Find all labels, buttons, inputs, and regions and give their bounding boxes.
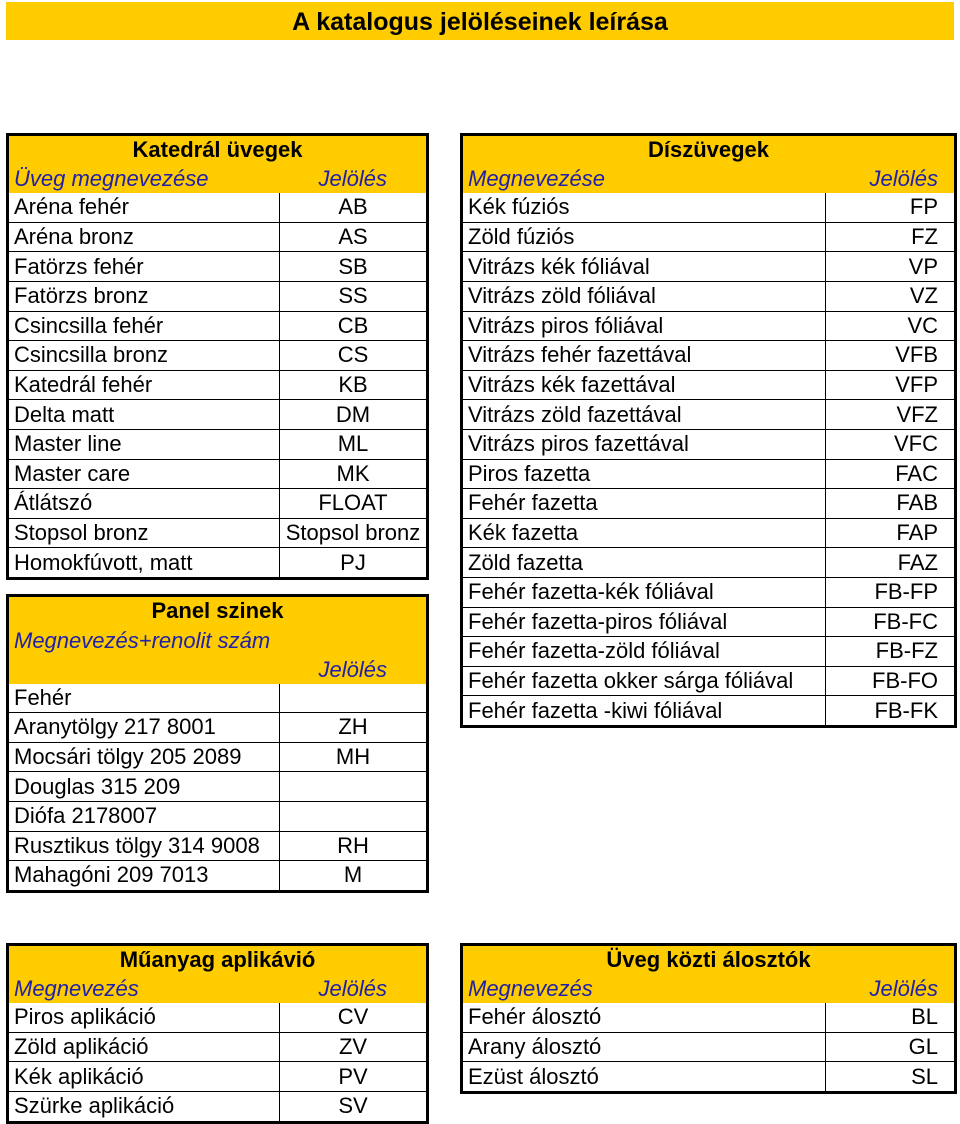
table-row xyxy=(8,713,428,743)
table-row xyxy=(462,370,956,400)
panel-title: Panel szinek xyxy=(8,596,428,626)
katedral-title: Katedrál üvegek xyxy=(8,135,428,165)
table-row xyxy=(8,1062,428,1092)
table-row xyxy=(462,429,956,459)
disz-item-name: Vitrázs zöld fazettával xyxy=(462,400,826,430)
table-row xyxy=(462,400,956,430)
table-row xyxy=(8,341,428,371)
disz-item-name: Fehér fazetta-zöld fóliával xyxy=(462,637,826,667)
disz-title: Díszüvegek xyxy=(462,135,956,165)
disz-item-name: Kék fazetta xyxy=(462,518,826,548)
disz-item-code: VC xyxy=(826,311,956,341)
panel-item-name: Mahagóni 209 7013 xyxy=(8,861,280,892)
katedral-item-name: Katedrál fehér xyxy=(8,370,280,400)
aloszto-item-code: BL xyxy=(826,1003,956,1032)
page-title: A katalogus jelöléseinek leírása xyxy=(292,8,668,36)
table-row xyxy=(462,459,956,489)
disz-item-name: Vitrázs piros fazettával xyxy=(462,429,826,459)
disz-item-code: FP xyxy=(826,193,956,222)
disz-item-code: FAC xyxy=(826,459,956,489)
table-row xyxy=(8,489,428,519)
muanyag-item-code: PV xyxy=(280,1062,428,1092)
aloszto-item-code: SL xyxy=(826,1062,956,1093)
disz-item-code: FB-FC xyxy=(826,607,956,637)
katedral-item-name: Fatörzs fehér xyxy=(8,252,280,282)
table-row xyxy=(8,311,428,341)
muanyag-item-name: Piros aplikáció xyxy=(8,1003,280,1032)
table-row xyxy=(462,341,956,371)
panel-item-name: Aranytölgy 217 8001 xyxy=(8,713,280,743)
panel-item-code: M xyxy=(280,861,428,892)
panel-col-code: Jelölés xyxy=(280,626,428,684)
disz-item-name: Fehér fazetta-piros fóliával xyxy=(462,607,826,637)
katedral-item-code: KB xyxy=(280,370,428,400)
panel-item-code xyxy=(280,801,428,831)
disz-item-name: Zöld fúziós xyxy=(462,222,826,252)
katedral-item-name: Stopsol bronz xyxy=(8,518,280,548)
table-row xyxy=(8,831,428,861)
disz-item-code: VP xyxy=(826,252,956,282)
table-row xyxy=(8,459,428,489)
table-row xyxy=(8,1032,428,1062)
panel-item-code: ZH xyxy=(280,713,428,743)
katedral-item-name: Átlátszó xyxy=(8,489,280,519)
panel-item-code xyxy=(280,684,428,713)
table-row xyxy=(462,193,956,222)
table-row xyxy=(462,518,956,548)
disz-item-code: VFC xyxy=(826,429,956,459)
table-row xyxy=(8,400,428,430)
katedral-item-code: AS xyxy=(280,222,428,252)
disz-item-name: Fehér fazetta xyxy=(462,489,826,519)
disz-item-name: Vitrázs kék fóliával xyxy=(462,252,826,282)
panel-col-name: Megnevezés+renolit szám xyxy=(8,626,280,684)
table-row xyxy=(8,772,428,802)
table-row xyxy=(8,370,428,400)
muanyag-item-name: Zöld aplikáció xyxy=(8,1032,280,1062)
table-row xyxy=(462,1003,956,1032)
disz-item-name: Kék fúziós xyxy=(462,193,826,222)
disz-item-name: Vitrázs fehér fazettával xyxy=(462,341,826,371)
table-row xyxy=(8,742,428,772)
table-row xyxy=(8,801,428,831)
aloszto-item-code: GL xyxy=(826,1032,956,1062)
table-row xyxy=(8,548,428,579)
disz-item-code: FB-FK xyxy=(826,696,956,727)
muanyag-item-code: SV xyxy=(280,1091,428,1122)
disz-item-name: Vitrázs kék fazettával xyxy=(462,370,826,400)
disz-item-code: FB-FZ xyxy=(826,637,956,667)
disz-item-name: Fehér fazetta-kék fóliával xyxy=(462,577,826,607)
katedral-item-code: MK xyxy=(280,459,428,489)
disz-table xyxy=(460,133,957,728)
table-row xyxy=(462,281,956,311)
panel-table xyxy=(6,594,429,893)
panel-item-name: Fehér xyxy=(8,684,280,713)
disz-item-name: Vitrázs piros fóliával xyxy=(462,311,826,341)
disz-col-code: Jelölés xyxy=(826,165,956,194)
panel-item-code: RH xyxy=(280,831,428,861)
panel-item-name: Douglas 315 209 xyxy=(8,772,280,802)
katedral-item-name: Master care xyxy=(8,459,280,489)
aloszto-item-name: Arany álosztó xyxy=(462,1032,826,1062)
table-row xyxy=(8,1003,428,1032)
disz-item-name: Fehér fazetta -kiwi fóliával xyxy=(462,696,826,727)
disz-item-code: VFZ xyxy=(826,400,956,430)
katedral-item-code: ML xyxy=(280,429,428,459)
disz-item-code: VFP xyxy=(826,370,956,400)
disz-item-code: VFB xyxy=(826,341,956,371)
aloszto-col-code: Jelölés xyxy=(826,975,956,1004)
aloszto-title: Üveg közti álosztók xyxy=(462,945,956,975)
table-row xyxy=(8,1091,428,1122)
disz-col-name: Megnevezése xyxy=(462,165,826,194)
aloszto-item-name: Ezüst álosztó xyxy=(462,1062,826,1093)
disz-item-code: FAB xyxy=(826,489,956,519)
disz-item-name: Piros fazetta xyxy=(462,459,826,489)
muanyag-table xyxy=(6,943,429,1124)
katedral-item-code: AB xyxy=(280,193,428,222)
katedral-col-name: Üveg megnevezése xyxy=(8,165,280,194)
disz-item-code: FB-FP xyxy=(826,577,956,607)
disz-item-code: FZ xyxy=(826,222,956,252)
table-row xyxy=(8,281,428,311)
katedral-item-name: Master line xyxy=(8,429,280,459)
table-row xyxy=(8,518,428,548)
panel-item-code xyxy=(280,772,428,802)
disz-item-code: FB-FO xyxy=(826,666,956,696)
table-row xyxy=(8,684,428,713)
panel-item-name: Diófa 2178007 xyxy=(8,801,280,831)
katedral-item-name: Aréna fehér xyxy=(8,193,280,222)
table-row xyxy=(8,252,428,282)
aloszto-table xyxy=(460,943,957,1094)
muanyag-title: Műanyag aplikávió xyxy=(8,945,428,975)
katedral-item-code: CB xyxy=(280,311,428,341)
katedral-item-name: Csincsilla bronz xyxy=(8,341,280,371)
katedral-item-code: CS xyxy=(280,341,428,371)
muanyag-col-code: Jelölés xyxy=(280,975,428,1004)
katedral-item-code: FLOAT xyxy=(280,489,428,519)
table-row xyxy=(462,696,956,727)
katedral-item-name: Csincsilla fehér xyxy=(8,311,280,341)
muanyag-item-code: CV xyxy=(280,1003,428,1032)
katedral-item-code: SS xyxy=(280,281,428,311)
katedral-table xyxy=(6,133,429,580)
katedral-col-code: Jelölés xyxy=(280,165,428,194)
katedral-item-name: Delta matt xyxy=(8,400,280,430)
table-row xyxy=(8,429,428,459)
disz-item-code: FAP xyxy=(826,518,956,548)
table-row xyxy=(8,193,428,222)
table-row xyxy=(8,861,428,892)
table-row xyxy=(462,1032,956,1062)
panel-item-name: Rusztikus tölgy 314 9008 xyxy=(8,831,280,861)
table-row xyxy=(462,637,956,667)
muanyag-item-code: ZV xyxy=(280,1032,428,1062)
table-row xyxy=(462,311,956,341)
table-row xyxy=(462,1062,956,1093)
muanyag-col-name: Megnevezés xyxy=(8,975,280,1004)
disz-item-name: Fehér fazetta okker sárga fóliával xyxy=(462,666,826,696)
table-row xyxy=(462,548,956,578)
page-title-bar xyxy=(6,2,954,40)
katedral-item-code: SB xyxy=(280,252,428,282)
disz-item-name: Zöld fazetta xyxy=(462,548,826,578)
katedral-item-name: Aréna bronz xyxy=(8,222,280,252)
table-row xyxy=(462,252,956,282)
muanyag-item-name: Kék aplikáció xyxy=(8,1062,280,1092)
disz-item-name: Vitrázs zöld fóliával xyxy=(462,281,826,311)
table-row xyxy=(462,577,956,607)
katedral-item-code: DM xyxy=(280,400,428,430)
aloszto-item-name: Fehér álosztó xyxy=(462,1003,826,1032)
disz-item-code: VZ xyxy=(826,281,956,311)
katedral-item-code: PJ xyxy=(280,548,428,579)
table-row xyxy=(8,222,428,252)
table-row xyxy=(462,607,956,637)
panel-item-name: Mocsári tölgy 205 2089 xyxy=(8,742,280,772)
katedral-item-name: Homokfúvott, matt xyxy=(8,548,280,579)
aloszto-col-name: Megnevezés xyxy=(462,975,826,1004)
muanyag-item-name: Szürke aplikáció xyxy=(8,1091,280,1122)
table-row xyxy=(462,489,956,519)
katedral-item-name: Fatörzs bronz xyxy=(8,281,280,311)
table-row xyxy=(462,666,956,696)
table-row xyxy=(462,222,956,252)
disz-item-code: FAZ xyxy=(826,548,956,578)
panel-item-code: MH xyxy=(280,742,428,772)
katedral-item-code: Stopsol bronz xyxy=(280,518,428,548)
